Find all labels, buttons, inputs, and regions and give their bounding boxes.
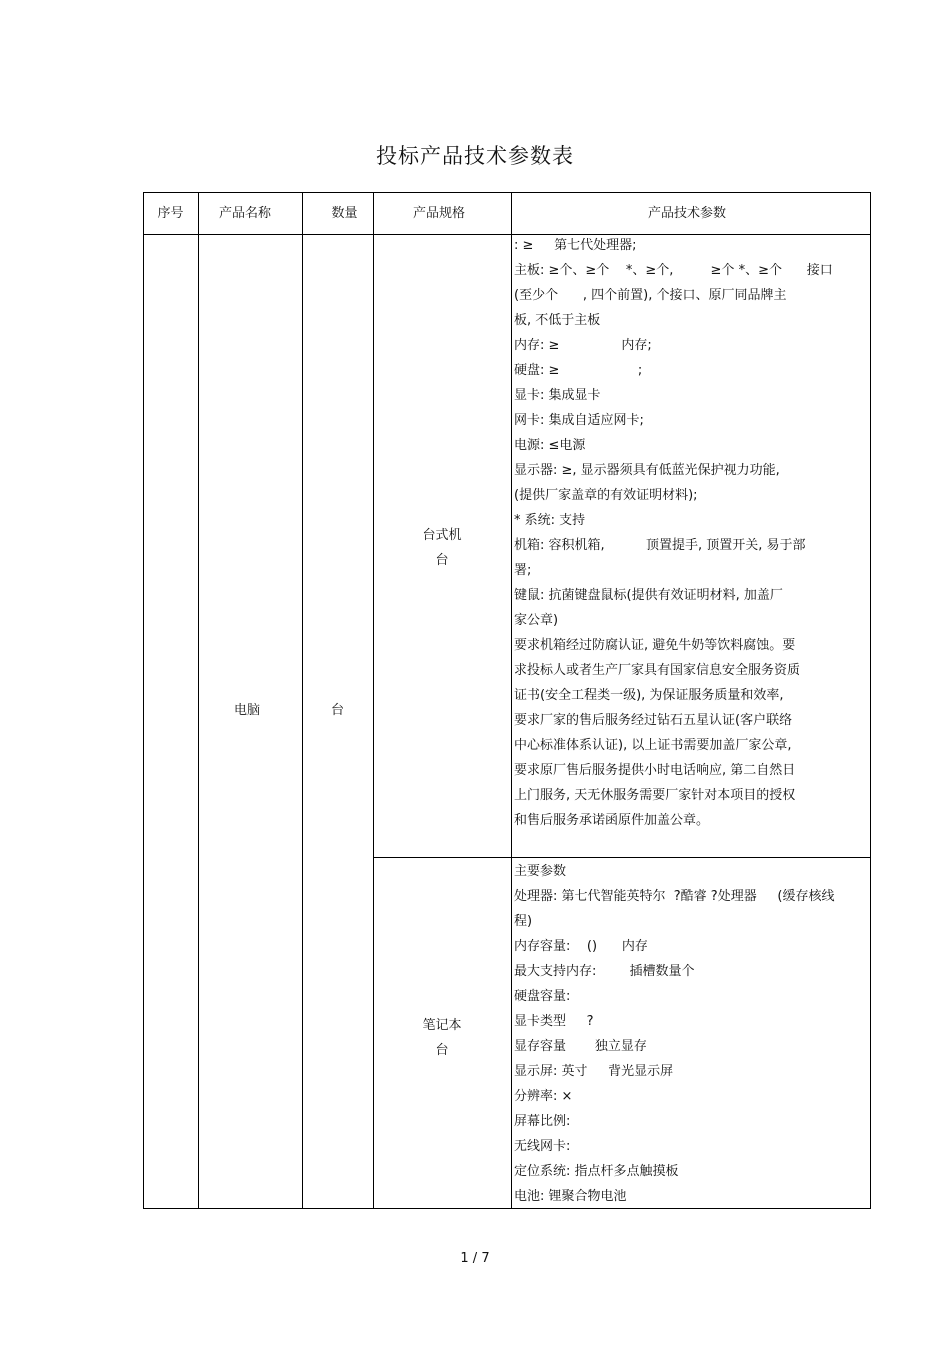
param-line: (提供厂家盖章的有效证明材料); [514, 488, 698, 503]
param-line: 证书(安全工程类一级), 为保证服务质量和效率, [514, 688, 784, 703]
param-line: 显示器: ≥, 显示器须具有低蓝光保护视力功能, [514, 463, 780, 478]
param-line: 电池: 锂聚合物电池 [514, 1189, 627, 1204]
param-line: * 系统: 支持 [514, 513, 586, 528]
param-line: 程) [514, 914, 533, 929]
spec-desktop-line1: 台式机 [422, 528, 462, 543]
param-line: 定位系统: 指点杆多点触摸板 [514, 1164, 679, 1179]
param-line: 网卡: 集成自适应网卡; [514, 413, 644, 428]
spec-laptop-line1: 笔记本 [422, 1018, 462, 1033]
product-name-cell: 电脑 [233, 703, 260, 718]
header-tech-params: 产品技术参数 [647, 206, 726, 221]
page-title: 投标产品技术参数表 [376, 144, 574, 168]
param-line: 显卡: 集成显卡 [514, 388, 601, 403]
param-line: 处理器: 第七代智能英特尔 ?酷睿 ?处理器 (缓存核线 [514, 889, 835, 904]
param-line: 机箱: 容积机箱, 顶置提手, 顶置开关, 易于部 [514, 538, 806, 553]
header-product-name: 产品名称 [218, 206, 271, 221]
param-line: 电源: ≤电源 [514, 438, 586, 453]
param-line: 内存: ≥ 内存; [514, 338, 652, 353]
param-line: 屏幕比例: [514, 1114, 571, 1129]
param-line: 要求厂家的售后服务经过钻石五星认证(客户联络 [514, 713, 793, 728]
param-line: 求投标人或者生产厂家具有国家信息安全服务资质 [514, 663, 801, 678]
header-seq: 序号 [157, 206, 184, 221]
param-line: 主要参数 [514, 864, 567, 879]
param-line: 要求机箱经过防腐认证, 避免牛奶等饮料腐蚀。要 [514, 638, 796, 653]
param-line: 署; [514, 563, 532, 578]
param-line: (至少个 , 四个前置), 个接口、原厂同品牌主 [514, 288, 787, 303]
header-spec: 产品规格 [412, 206, 465, 221]
param-line: 上门服务, 天无休服务需要厂家针对本项目的授权 [514, 788, 796, 803]
spec-desktop-line2: 台 [435, 553, 449, 568]
param-line: : ≥ 第七代处理器; [514, 238, 637, 253]
param-line: 键鼠: 抗菌键盘鼠标(提供有效证明材料, 加盖厂 [514, 588, 783, 603]
desktop-params [514, 233, 868, 833]
param-line: 显存容量 独立显存 [514, 1039, 647, 1054]
quantity-cell: 台 [330, 703, 344, 718]
param-line: 硬盘: ≥ ; [514, 363, 643, 378]
header-quantity: 数量 [331, 206, 358, 221]
param-line: 无线网卡: [514, 1139, 571, 1154]
param-line: 家公章) [514, 613, 559, 628]
param-line: 硬盘容量: [514, 989, 571, 1004]
spec-laptop-line2: 台 [435, 1043, 449, 1058]
param-line: 最大支持内存: 插槽数量个 [514, 964, 695, 979]
param-line: 显卡类型 ? [514, 1014, 594, 1029]
param-line: 中心标准体系认证), 以上证书需要加盖厂家公章, [514, 738, 792, 753]
param-line: 分辨率: × [514, 1089, 573, 1104]
param-line: 和售后服务承诺函原件加盖公章。 [514, 813, 710, 828]
param-line: 内存容量: () 内存 [514, 939, 648, 954]
col-divider [511, 192, 512, 1209]
param-line: 板, 不低于主板 [514, 313, 601, 328]
page-number: 1 / 7 [460, 1251, 490, 1266]
param-line: 主板: ≥个、≥个 *、≥个, ≥个 *、≥个 接口 [514, 263, 833, 278]
row-divider [373, 857, 871, 858]
laptop-params [514, 859, 868, 1209]
param-line: 显示屏: 英寸 背光显示屏 [514, 1064, 674, 1079]
param-line: 要求原厂售后服务提供小时电话响应, 第二自然日 [514, 763, 796, 778]
